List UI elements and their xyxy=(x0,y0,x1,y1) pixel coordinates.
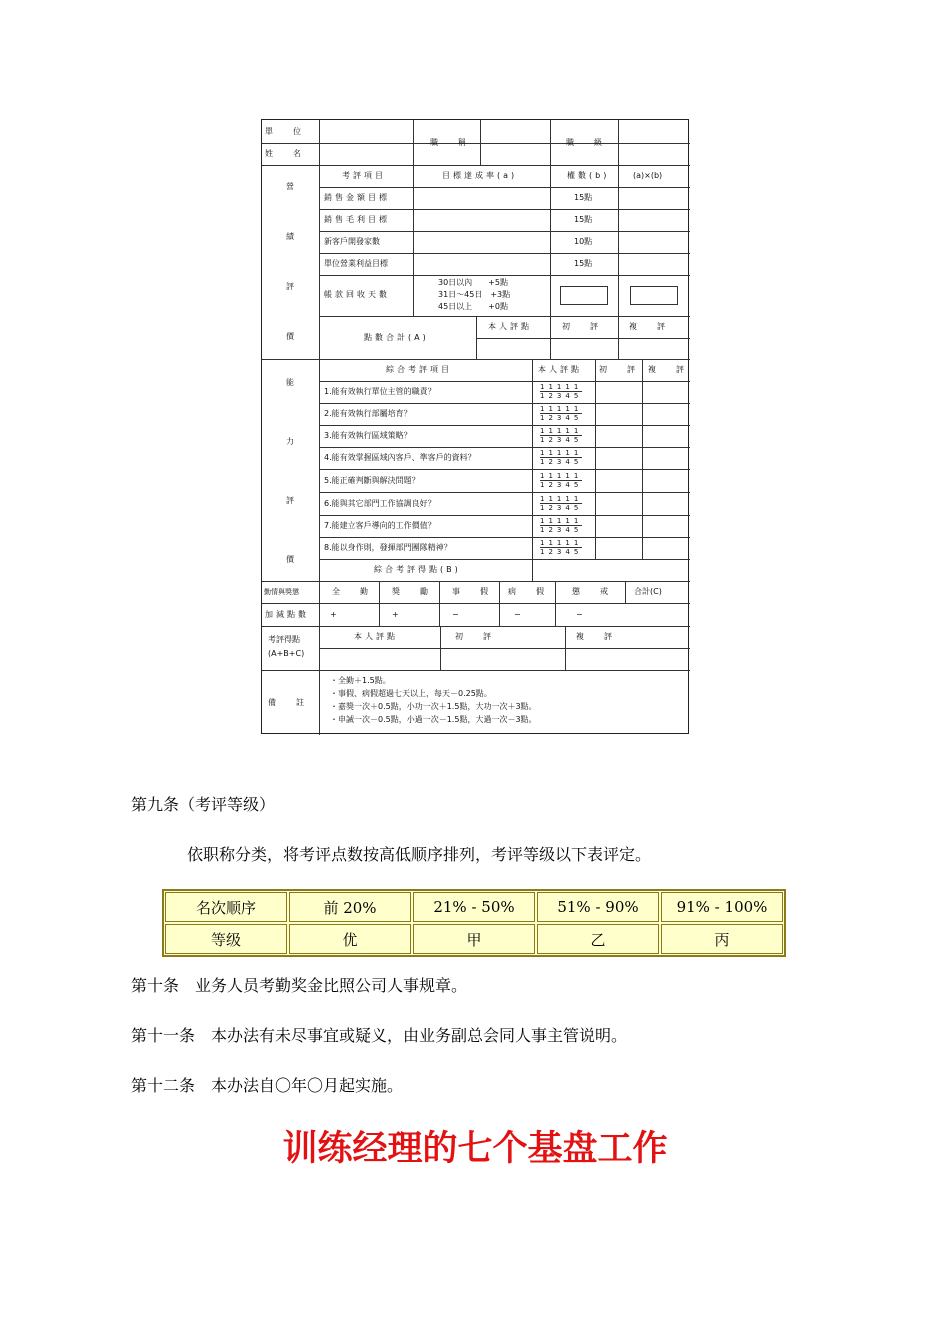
title-label: 職 稱 xyxy=(430,138,472,147)
collection-rule: 30日以內 +5點 xyxy=(438,278,508,287)
grade-cell: 乙 xyxy=(537,924,659,954)
perf-section-char: 績 xyxy=(286,232,294,241)
grade-header-cell: 51% - 90% xyxy=(537,892,659,922)
perf-col-weight: 權數(b) xyxy=(567,171,610,180)
attendance-label: 勤情與獎懲 xyxy=(264,588,299,596)
adjust-sign: + xyxy=(330,610,337,619)
rating-scale: 11111 12345 xyxy=(540,495,583,512)
grade-table xyxy=(162,889,786,957)
grade-cell: 等级 xyxy=(165,924,287,954)
remarks-label: 備 註 xyxy=(268,698,310,707)
rating-scale: 11111 12345 xyxy=(540,539,583,556)
perf-col-rate: 目標達成率(a) xyxy=(442,171,518,180)
collection-rule: 31日～45日 +3點 xyxy=(438,290,511,299)
perf-row-weight: 15點 xyxy=(574,259,593,268)
performance-evaluation-form xyxy=(261,119,689,734)
product-input-box xyxy=(630,286,678,305)
name-label: 姓 名 xyxy=(265,149,307,158)
adjust-sign: + xyxy=(392,610,399,619)
perf-col-product: (a)×(b) xyxy=(633,171,663,180)
adjust-sign: − xyxy=(576,610,583,619)
ability-item: 4.能有效掌握區域內客戶、準客戶的資料？ xyxy=(324,453,476,462)
remark-line: ・嘉獎一次＋0.5點，小功一次＋1.5點，大功一次＋3點。 xyxy=(330,702,537,711)
ability-self-label: 本人評點 xyxy=(538,365,582,374)
remark-line: ・申誡一次－0.5點，小過一次－1.5點，大過一次－3點。 xyxy=(330,715,537,724)
grade-cell: 甲 xyxy=(413,924,535,954)
attendance-col: 事 假 xyxy=(452,587,494,596)
article-11: 第十一条 本办法有未尽事宜或疑义，由业务副总会同人事主管说明。 xyxy=(131,1026,628,1045)
attendance-col: 獎 勵 xyxy=(392,587,434,596)
ability-subtotal-label: 綜合考評得點(B) xyxy=(374,565,461,574)
ability-item: 7.能建立客戶導向的工作價值？ xyxy=(324,521,436,530)
ability-section-char: 力 xyxy=(286,437,294,446)
collection-rule: 45日以上 +0點 xyxy=(438,302,508,311)
ability-second-label: 複 評 xyxy=(648,365,690,374)
perf-self-label: 本人評點 xyxy=(488,322,532,331)
ability-item: 2.能有效執行部屬培育？ xyxy=(324,409,412,418)
remark-line: ・事假、病假超過七天以上，每天－0.25點。 xyxy=(330,689,492,698)
collection-days-label: 帳款回收天數 xyxy=(324,290,390,299)
ability-item: 6.能與其它部門工作協調良好？ xyxy=(324,499,436,508)
perf-second-label: 複 評 xyxy=(629,322,671,331)
grade-header-cell: 名次顺序 xyxy=(165,892,287,922)
attendance-col: 病 假 xyxy=(508,587,550,596)
ability-item: 8.能以身作則，發揮部門團隊精神？ xyxy=(324,543,452,552)
rating-scale: 11111 12345 xyxy=(540,517,583,534)
adjust-points-label: 加減點數 xyxy=(265,610,309,619)
ability-section-char: 能 xyxy=(286,378,294,387)
score-label: 考評得點 xyxy=(268,635,300,644)
perf-row-weight: 15點 xyxy=(574,215,593,224)
score-self-label: 本人評點 xyxy=(354,632,398,641)
ability-section-char: 價 xyxy=(286,555,294,564)
perf-section-char: 價 xyxy=(286,332,294,341)
perf-row-label: 新客戶開發家數 xyxy=(324,237,380,246)
perf-row-label: 單位營業利益目標 xyxy=(324,259,388,268)
article-10: 第十条 业务人员考勤奖金比照公司人事规章。 xyxy=(131,976,468,995)
article-9-title: 第九条（考评等级） xyxy=(131,795,276,814)
grade-header-cell: 前 20% xyxy=(289,892,411,922)
ability-col-item: 綜合考評項目 xyxy=(386,365,452,374)
remark-line: ・全勤＋1.5點。 xyxy=(330,676,391,685)
grade-header-cell: 91% - 100% xyxy=(661,892,783,922)
perf-row-label: 銷售金額目標 xyxy=(324,193,390,202)
grade-header-cell: 21% - 50% xyxy=(413,892,535,922)
attendance-total-col: 合計(C) xyxy=(634,587,662,596)
adjust-sign: − xyxy=(514,610,521,619)
rank-label: 職 級 xyxy=(566,138,608,147)
score-second-label: 複 評 xyxy=(576,632,618,641)
perf-row-weight: 15點 xyxy=(574,193,593,202)
attendance-col: 全 勤 xyxy=(332,587,374,596)
rating-scale: 11111 12345 xyxy=(540,383,583,400)
ability-item: 1.能有效執行單位主管的職責？ xyxy=(324,387,436,396)
adjust-sign: − xyxy=(452,610,459,619)
perf-row-weight: 10點 xyxy=(574,237,593,246)
score-formula: (A+B+C) xyxy=(268,649,305,658)
rating-scale: 11111 12345 xyxy=(540,405,583,422)
section-headline: 训练经理的七个基盘工作 xyxy=(282,1129,668,1169)
weight-input-box xyxy=(560,286,608,305)
grade-cell: 优 xyxy=(289,924,411,954)
ability-item: 3.能有效執行區域策略？ xyxy=(324,431,412,440)
perf-section-char: 評 xyxy=(286,282,294,291)
attendance-col: 懲 戒 xyxy=(572,587,614,596)
score-first-label: 初 評 xyxy=(455,632,497,641)
ability-item: 5.能正確判斷與解決問題？ xyxy=(324,476,420,485)
ability-section-char: 評 xyxy=(286,496,294,505)
article-12: 第十二条 本办法自〇年〇月起实施。 xyxy=(131,1076,404,1095)
perf-subtotal-label: 點數合計(A) xyxy=(364,333,429,342)
unit-label: 單 位 xyxy=(265,127,307,136)
perf-col-item: 考評項目 xyxy=(342,171,386,180)
rating-scale: 11111 12345 xyxy=(540,449,583,466)
rating-scale: 11111 12345 xyxy=(540,472,583,489)
grade-cell: 丙 xyxy=(661,924,783,954)
ability-first-label: 初 評 xyxy=(599,365,641,374)
article-9-body: 依职称分类，将考评点数按高低顺序排列，考评等级以下表评定。 xyxy=(187,845,652,864)
perf-first-label: 初 評 xyxy=(562,322,604,331)
perf-row-label: 銷售毛利目標 xyxy=(324,215,390,224)
perf-section-char: 營 xyxy=(286,182,294,191)
rating-scale: 11111 12345 xyxy=(540,427,583,444)
